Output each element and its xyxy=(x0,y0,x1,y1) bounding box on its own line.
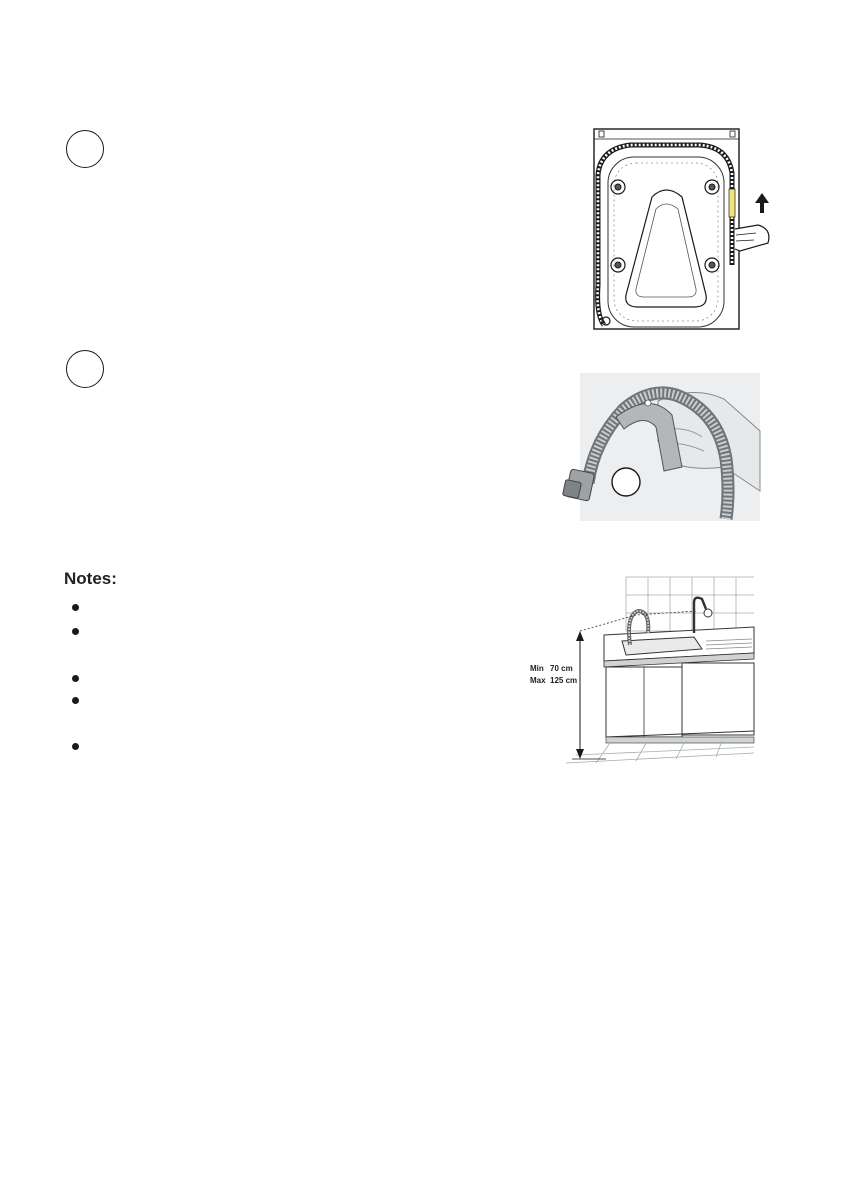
hose-bend-illustration xyxy=(554,371,762,523)
step-2-marker xyxy=(66,350,104,388)
step-1-marker xyxy=(66,130,104,168)
min-label: Min xyxy=(530,664,544,673)
note-bullet-1 xyxy=(72,604,79,611)
machine-back-illustration xyxy=(590,125,776,335)
note-bullet-3 xyxy=(72,675,79,682)
note-bullet-2 xyxy=(72,628,79,635)
sink-height-illustration xyxy=(526,571,756,766)
note-bullet-4 xyxy=(72,697,79,704)
min-value: 70 cm xyxy=(550,664,573,673)
note-bullet-5 xyxy=(72,743,79,750)
max-label: Max xyxy=(530,676,546,685)
notes-title: Notes: xyxy=(64,569,117,588)
max-value: 125 cm xyxy=(550,676,578,685)
